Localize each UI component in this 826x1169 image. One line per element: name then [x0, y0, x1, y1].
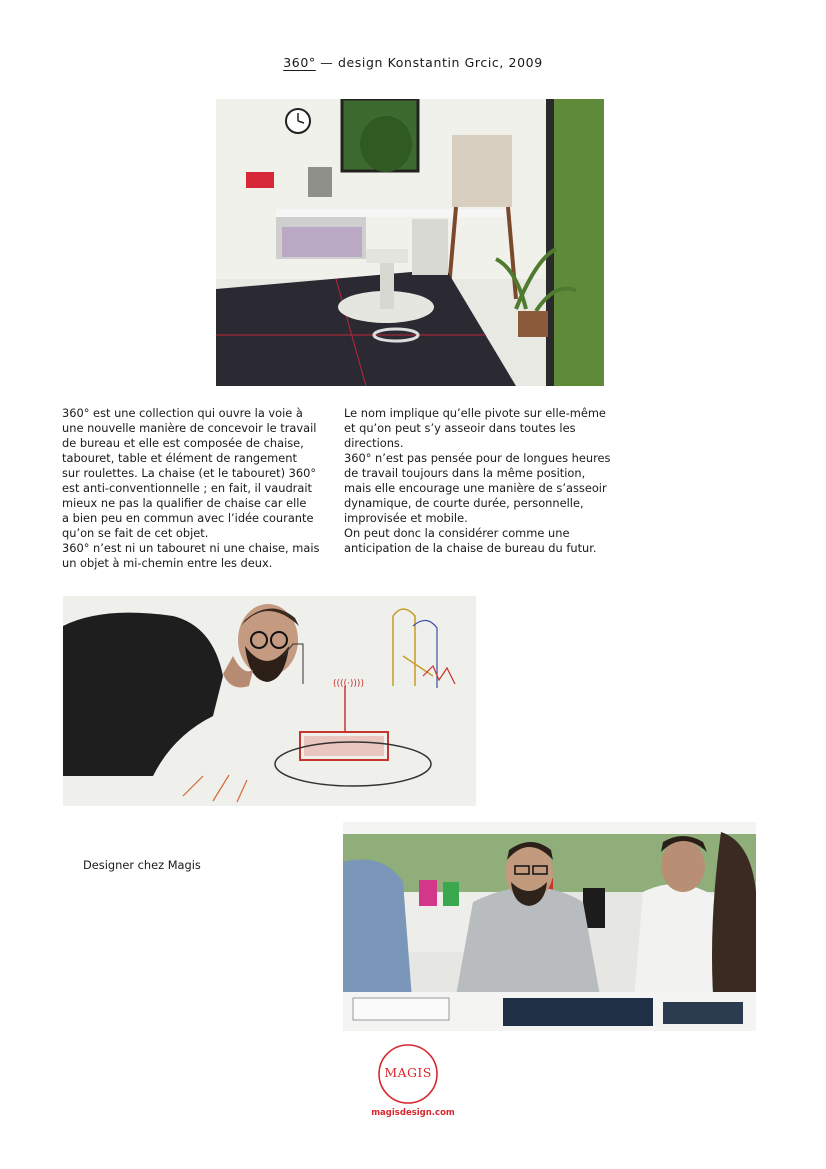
text-line: est anti-conventionnelle ; en fait, il vaudrait — [62, 481, 312, 495]
photo-caption: Designer chez Magis — [83, 858, 201, 872]
text-line: une nouvelle manière de concevoir le travail — [62, 421, 317, 435]
product-name: 360° — [283, 55, 316, 70]
text-line: de travail toujours dans la même position, — [344, 466, 586, 480]
text-line: de bureau et elle est composée de chaise, — [62, 436, 304, 450]
photo-designer-whiteboard — [63, 596, 476, 806]
text-line: mais elle encourage une manière de s’asseoir — [344, 481, 607, 495]
text-line: 360° est une collection qui ouvre la voie à — [62, 406, 303, 420]
website-link[interactable]: magisdesign.com — [371, 1108, 455, 1118]
text-line: directions. — [344, 436, 404, 450]
text-line: 360° n’est pas pensée pour de longues heures — [344, 451, 611, 465]
text-line: dynamique, de courte durée, personnelle, — [344, 496, 584, 510]
designer-credit: — design Konstantin Grcic, 2009 — [315, 55, 543, 70]
text-line: 360° n’est ni un tabouret ni une chaise, mais — [62, 541, 320, 555]
svg-text:((((·)))): ((((·)))) — [333, 679, 364, 689]
text-line: mieux ne pas la qualifier de chaise car elle — [62, 496, 307, 510]
logo-text: MAGIS — [384, 1065, 432, 1080]
text-line: a bien peu en commun avec l’idée courante — [62, 511, 314, 525]
text-line: On peut donc la considérer comme une — [344, 526, 570, 540]
text-line: sur roulettes. La chaise (et le tabouret) 360° — [62, 466, 317, 480]
body-text-right — [344, 406, 616, 556]
body-text-left — [62, 406, 334, 571]
text-line: et qu’on peut s’y asseoir dans toutes les — [344, 421, 576, 435]
text-line: tabouret, table et élément de rangement — [62, 451, 297, 465]
text-line: Le nom implique qu’elle pivote sur elle-même — [344, 406, 606, 420]
text-line: improvisée et mobile. — [344, 511, 468, 525]
photo-studio-chair — [216, 99, 604, 386]
photo-meeting-table — [343, 822, 756, 1031]
text-line: un objet à mi-chemin entre les deux. — [62, 556, 273, 570]
document-header — [0, 55, 826, 70]
magis-logo — [377, 1043, 439, 1105]
text-line: anticipation de la chaise de bureau du futur. — [344, 541, 597, 555]
text-line: qu’on se fait de cet objet. — [62, 526, 209, 540]
